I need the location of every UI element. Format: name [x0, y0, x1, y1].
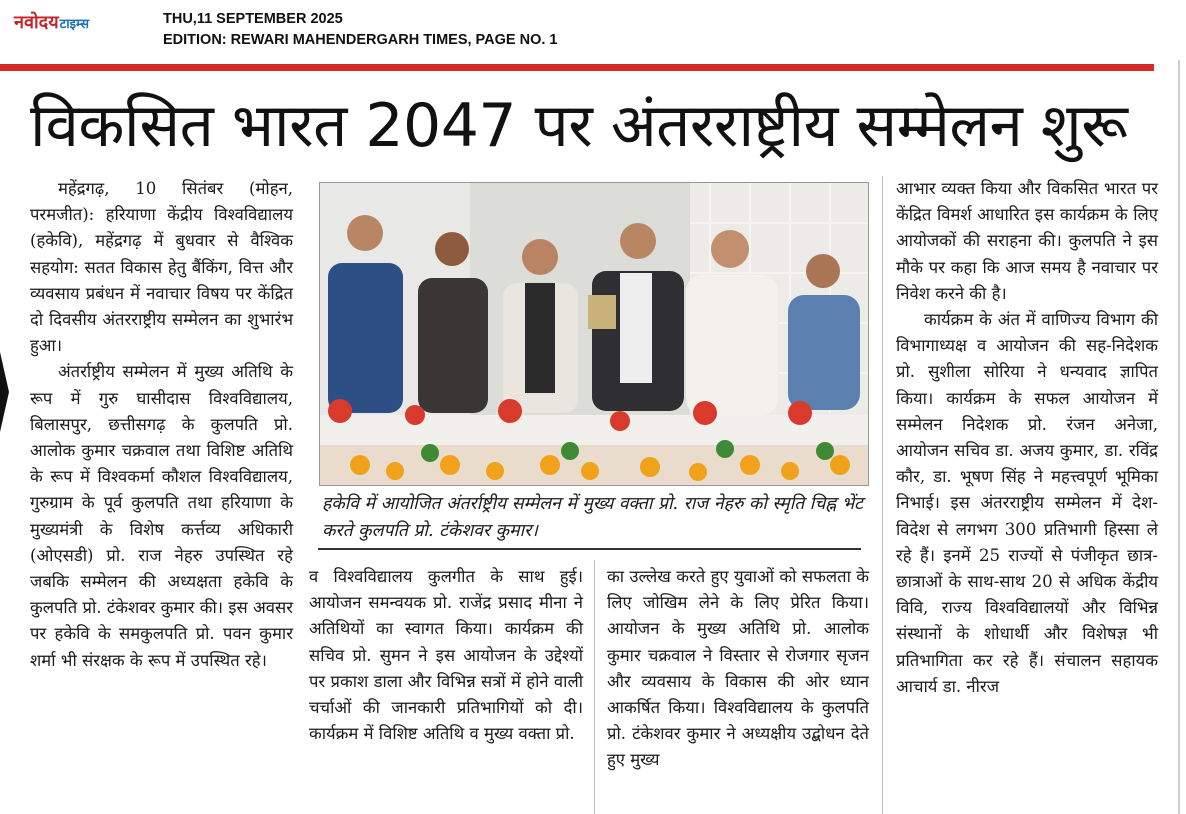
- page-edge-line: [1178, 60, 1180, 814]
- article-column-1: [30, 176, 293, 674]
- column-divider: [594, 560, 595, 814]
- headline: विकसित भारत 2047 पर अंतरराष्ट्रीय सम्मेलन शुरू: [30, 91, 1128, 161]
- paragraph: का उल्लेख करते हुए युवाओं को सफलता के लिए जोखिम लेने के लिए प्रेरित किया। आयोजन के मुख्य अतिथि प्रो. आलोक कुमार चक्रवाल ने विस्तार से रोजगार सृजन और व्यवसाय के विकास की ओर ध्यान आकर्षित किया। विश्वविद्यालय के कुलपति प्रो. टंकेशवर कुमार ने अध्यक्षीय उद्बोधन देते हुए मुख्य: [607, 567, 869, 770]
- newspaper-logo: [14, 10, 89, 34]
- masthead-bar: [0, 0, 1186, 62]
- photo-caption: हकेवि में आयोजित अंतर्राष्ट्रीय सम्मेलन में मुख्य वक्ता प्रो. राज नेहरु को स्मृति चिह्न भेंट करते कुलपति प्रो. टंकेशवर कुमार।: [322, 494, 863, 541]
- column-divider: [882, 176, 883, 814]
- edition-meta: [163, 9, 557, 51]
- paragraph: महेंद्रगढ़, 10 सितंबर (मोहन, परमजीत): हरियाणा केंद्रीय विश्वविद्यालय (हकेवि), महेंद्रगढ़ में बुधवार से वैश्विक सहयोग: सतत विकास हेतु बैंकिंग, वित्त और व्यवसाय प्रबंधन में नवाचार विषय पर केंद्रित दो दिवसीय अंतरराष्ट्रीय सम्मेलन का शुभारंभ हुआ।: [30, 179, 293, 356]
- paragraph: कार्यक्रम के अंत में वाणिज्य विभाग की विभागाध्यक्ष व आयोजन की सह-निदेशक प्रो. सुशीला सोरिया ने धन्यवाद ज्ञापित किया। कार्यक्रम के सफल आयोजन में सम्मेलन निदेशक प्रो. रंजन अनेजा, आयोजन सचिव डा. अजय कुमार, डा. रविंद्र कौर, डा. भूषण सिंह ने महत्त्वपूर्ण भूमिका निभाई। इस अंतरराष्ट्रीय सम्मेलन में देश-विदेश से लगभग 300 प्रतिभागी हिस्सा ले रहे हैं। इनमें 25 राज्यों से पंजीकृत छात्र-छात्राओं के साथ-साथ 20 से अधिक केंद्रीय विवि, राज्य विश्वविद्यालयों और विभिन्न संस्थानों के शोधार्थी और विशेषज्ञ भी प्रतिभागिता कर रहे हैं। संचालन सहायक आचार्य डा. नीरज: [896, 310, 1158, 696]
- event-photo: [319, 182, 869, 486]
- logo-main-text: नवोदय: [14, 12, 59, 33]
- paragraph: आभार व्यक्त किया और विकसित भारत पर केंद्रित विमर्श आधारित इस कार्यक्रम के लिए आयोजकों की सराहना की। कुलपति ने इस मौके पर कहा कि आज समय है नवाचार पर निवेश करने की है।: [896, 179, 1158, 303]
- issue-date: THU,11 SEPTEMBER 2025: [163, 11, 343, 27]
- header-red-rule: [0, 64, 1154, 71]
- article-column-2: [309, 564, 583, 747]
- paragraph: व विश्वविद्यालय कुलगीत के साथ हुई। आयोजन समन्वयक प्रो. राजेंद्र प्रसाद मीना ने अतिथियों का स्वागत किया। कार्यक्रम की सचिव प्रो. सुमन ने इस आयोजन के उद्देश्यों पर प्रकाश डाला और विभिन्न सत्रों में होने वाली चर्चाओं की जानकारी प्रतिभागियों को दी। कार्यक्रम में विशिष्ट अतिथि व मुख्य वक्ता प्रो.: [309, 567, 583, 744]
- caption-rule: [318, 548, 861, 550]
- logo-sub-text: टाइम्स: [59, 17, 89, 32]
- paragraph: अंतर्राष्ट्रीय सम्मेलन में मुख्य अतिथि के रूप में गुरु घासीदास विश्वविद्यालय, बिलासपुर, छत्तीसगढ़ के कुलपति प्रो. आलोक कुमार चक्रवाल तथा विशिष्ट अतिथि के रूप में विश्वकर्मा कौशल विश्वविद्यालय, गुरुग्राम के पूर्व कुलपति तथा हरियाणा के मुख्यमंत्री के विशेष कर्त्तव्य अधिकारी (ओएसडी) प्रो. राज नेहरु उपस्थित रहे जबकि सम्मेलन की अध्यक्षता हकेवि के कुलपति प्रो. टंकेशवर कुमार की। इस अवसर पर हकेवि के समकुलपति प्रो. पवन कुमार शर्मा भी संरक्षक के रूप में उपस्थित रहे।: [30, 362, 293, 670]
- article-column-3: [607, 564, 869, 774]
- edition-info: EDITION: REWARI MAHENDERGARH TIMES, PAGE NO. 1: [163, 32, 558, 48]
- page-edge-marker: [0, 352, 9, 432]
- article-column-4: [896, 176, 1158, 700]
- event-photo-illustration: [320, 183, 868, 485]
